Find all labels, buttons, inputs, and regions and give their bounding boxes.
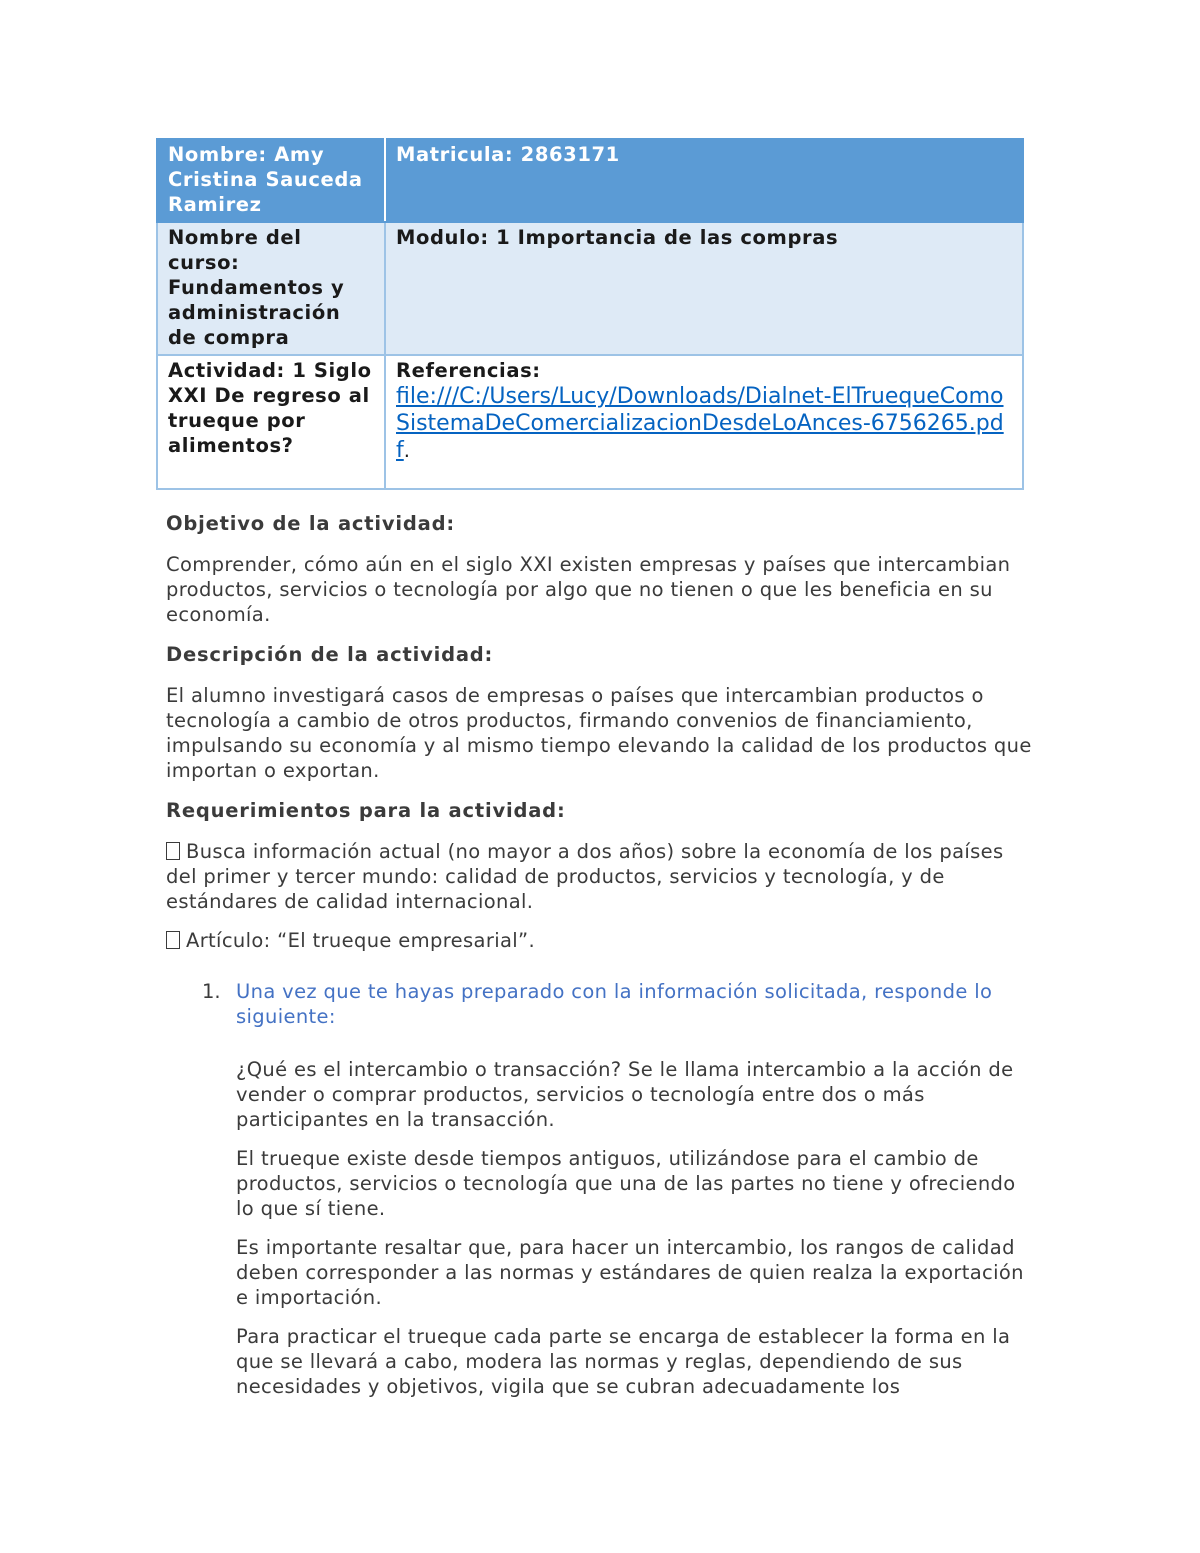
description-text: El alumno investigará casos de empresas o países que intercambian productos o tecnología a cambio de otros productos, firmando convenios de financiamiento, impulsando su economía y al mismo tiempo elevando la calidad de los productos que importan o exportan. — [166, 684, 1032, 782]
answer-paragraph: El trueque existe desde tiempos antiguos, utilizándose para el cambio de productos, servicios o tecnología que una de las partes no tiene y ofreciendo lo que sí tiene. — [236, 1147, 1016, 1220]
student-name-cell: Nombre: Amy Cristina Sauceda Ramirez — [157, 139, 385, 222]
requirement-item — [166, 839, 1036, 914]
answer-paragraph: ¿Qué es el intercambio o transacción? Se le llama intercambio a la acción de vender o comprar productos, servicios o tecnología entre dos o más participantes en la transacción. — [236, 1058, 1014, 1131]
answer-paragraph: Es importante resaltar que, para hacer un intercambio, los rangos de calidad deben corresponder a las normas y estándares de quien realza la exportación e importación. — [236, 1236, 1024, 1309]
requirement-text: Artículo: “El trueque empresarial”. — [186, 929, 536, 952]
references-label: Referencias: — [396, 359, 541, 382]
activity-cell: Actividad: 1 Siglo XXI De regreso al trueque por alimentos? — [157, 355, 385, 489]
missing-glyph-bullet-icon — [166, 842, 180, 860]
missing-glyph-bullet-icon — [166, 931, 180, 949]
question-number: 1. — [202, 980, 221, 1003]
table-row-student — [157, 139, 1023, 222]
requirements-heading: Requerimientos para la actividad: — [166, 799, 566, 822]
requirement-text: Busca información actual (no mayor a dos años) sobre la economía de los países del primer y tercer mundo: calidad de productos, servicios y tecnología, y de estándares de calidad internacional. — [166, 840, 1004, 913]
reference-period: . — [403, 439, 411, 462]
question-prompt: Una vez que te hayas preparado con la información solicitada, responde lo siguiente: — [236, 980, 993, 1028]
references-cell — [385, 355, 1023, 489]
module-cell: Modulo: 1 Importancia de las compras — [385, 222, 1023, 355]
objective-text: Comprender, cómo aún en el siglo XXI existen empresas y países que intercambian productos, servicios o tecnología por algo que no tienen o que les beneficia en su economía. — [166, 553, 1011, 626]
document-body — [166, 510, 1036, 1413]
objective-heading: Objetivo de la actividad: — [166, 512, 455, 535]
numbered-question — [166, 979, 1036, 1399]
student-id-cell: Matricula: 2863171 — [385, 139, 1023, 222]
table-row-course — [157, 222, 1023, 355]
requirement-item — [166, 928, 1036, 953]
answer-paragraph: Para practicar el trueque cada parte se encarga de establecer la forma en la que se llevará a cabo, modera las normas y reglas, dependiendo de sus necesidades y objetivos, vigila que se cubran adecuadamente los — [236, 1325, 1011, 1398]
table-row-activity — [157, 355, 1023, 489]
reference-link[interactable]: file:///C:/Users/Lucy/Downloads/Dialnet-ElTruequeComoSistemaDeComercializacionDesdeLoAnces-6756265.pdf — [396, 384, 1004, 463]
course-name-cell: Nombre del curso: Fundamentos y administración de compra — [157, 222, 385, 355]
header-info-table — [156, 138, 1024, 490]
description-heading: Descripción de la actividad: — [166, 643, 494, 666]
